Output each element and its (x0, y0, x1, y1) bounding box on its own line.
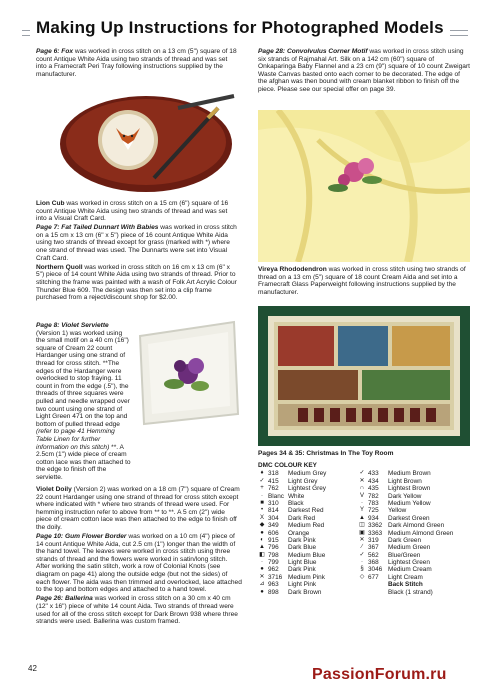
dmc-key-row (258, 552, 358, 559)
back-stitch-value: Black (1 strand) (388, 588, 433, 596)
colour-name: Darkest Red (288, 507, 324, 515)
colour-name: Medium Pink (288, 573, 325, 581)
p8-block (36, 322, 132, 483)
dmc-key-row (358, 493, 470, 500)
dmc-number: 318 (268, 470, 279, 478)
vireya-block (258, 266, 470, 298)
dmc-number: 934 (368, 514, 379, 522)
stitch-symbol: ◧ (259, 551, 265, 558)
stitch-symbol: ◐ (260, 536, 264, 543)
dmc-key-row (358, 507, 470, 514)
dmc-number: 3716 (268, 573, 283, 581)
christmas-caption: Pages 34 & 35: Christmas In The Toy Room (258, 450, 394, 457)
stitch-symbol: ✓ (359, 551, 365, 558)
dmc-number: Blanc (268, 492, 284, 500)
dmc-number: 3363 (368, 529, 383, 537)
p7-lead: Page 7: Fat Tailed Dunnart With Babies (36, 224, 159, 232)
dmc-key-row (358, 515, 470, 522)
dmc-key-row (358, 552, 470, 559)
dmc-number: 304 (268, 514, 279, 522)
fox-tray-photo (58, 84, 238, 196)
dmc-key-row (258, 574, 358, 581)
stitch-symbol: ✕ (359, 477, 365, 484)
dmc-colour-key (258, 462, 470, 596)
dmc-key-row (258, 478, 358, 485)
dmc-key-row (358, 574, 470, 581)
dmc-number: 796 (268, 544, 279, 552)
dmc-key-row (258, 507, 358, 514)
p7-text: was worked in cross stitch on a 15 cm x 13 cm (6" x 5") piece of 16 count Antique White Aida using two strands of thread except for grass (marked with *) where one strand of thread was used. The Dunnarts were set into Visual Craft Card. (36, 224, 237, 262)
afghan-illustration (258, 110, 470, 262)
dmc-key-row (358, 566, 470, 573)
dmc-number: 562 (368, 551, 379, 559)
colour-name: Medium Yellow (388, 499, 431, 507)
violet-serviette-illustration (134, 318, 242, 428)
dmc-number: 898 (268, 588, 279, 596)
dmc-key-row (358, 559, 470, 566)
colour-name: Orange (288, 529, 310, 537)
colour-name: Lightest Brown (388, 485, 431, 493)
dmc-number: 782 (368, 492, 379, 500)
colour-name: Light Brown (388, 477, 422, 485)
stitch-symbol: X (259, 514, 264, 521)
p6-block (36, 48, 238, 80)
stitch-symbol: · (361, 499, 363, 506)
stitch-symbol: ● (260, 529, 264, 536)
watermark-text: PassionForum.ru (312, 666, 447, 683)
dmc-key-row (358, 544, 470, 551)
dmc-number: 310 (268, 499, 279, 507)
stitch-symbol: ◆ (259, 522, 265, 529)
colour-name: Lightest Grey (288, 485, 327, 493)
stitch-symbol: ♦ (260, 470, 264, 477)
stitch-symbol: ∕ (361, 544, 363, 551)
colour-name: Darkest Green (388, 514, 430, 522)
dmc-number: 415 (268, 477, 279, 485)
p6-lead: Page 6: Fox (36, 48, 74, 55)
dmc-number: 433 (368, 470, 379, 478)
dmc-key-left-column (258, 470, 358, 596)
violet-doily-text: (Version 2) was worked on a 18 cm (7") square of Cream 22 count Hardanger using one strand of thread for cross stitch except where indicated with * where two strands of thread were used. For hemming instruction refer to above from ** to **. A 5 cm (2") wide piece of cream cotton lace was then attached to the edge to finish off the doily. (36, 486, 240, 531)
p26-text: was worked in cross stitch on a 30 cm x 40 cm (12" x 16") piece of white 14 count Aida. Two strands of thread were used for all of the cross stitch except for Dark Brown 938 where three strands were used. Ballerina was custom framed. (36, 595, 238, 626)
dmc-key-row (358, 522, 470, 529)
dmc-key-row (258, 470, 358, 477)
stitch-symbol: § (360, 566, 364, 573)
stitch-symbol: ▲ (359, 514, 365, 521)
dmc-number: 606 (268, 529, 279, 537)
dmc-key-row (358, 530, 470, 537)
dmc-number: 725 (368, 507, 379, 515)
stitch-symbol: ■ (260, 499, 264, 506)
stitch-symbol: ✓ (359, 470, 365, 477)
dmc-number: 3362 (368, 522, 383, 530)
colour-name: Light Blue (288, 559, 317, 567)
dmc-key-heading: DMC COLOUR KEY (258, 462, 317, 469)
colour-name: Dark Brown (288, 588, 322, 596)
dmc-key-row (258, 581, 358, 588)
colour-name: Light Grey (288, 477, 318, 485)
colour-name: Lightest Green (388, 559, 430, 567)
stitch-symbol: · (361, 559, 363, 566)
dmc-number: 434 (368, 477, 379, 485)
stitch-symbol: V (359, 492, 364, 499)
stitch-symbol: + (260, 485, 264, 492)
colour-name: Light Pink (288, 581, 317, 589)
p10-lead: Page 10: Gum Flower Border (36, 533, 127, 541)
p28-block (258, 48, 470, 95)
dmc-key-row (358, 470, 470, 477)
colour-name: Black (288, 499, 304, 507)
colour-name: White (288, 492, 305, 500)
dmc-number: 915 (268, 536, 279, 544)
colour-name: Medium Blue (288, 551, 326, 559)
dmc-key-row (358, 485, 470, 492)
dmc-number: 435 (368, 485, 379, 493)
dmc-number: 349 (268, 522, 279, 530)
dmc-key-row (258, 493, 358, 500)
caption-block (258, 450, 470, 459)
left-text-block (36, 200, 238, 303)
stitch-symbol: ∩ (359, 485, 365, 492)
colour-name: Yellow (388, 507, 407, 515)
stitch-symbol: Y (359, 507, 364, 514)
colour-name: Dark Pink (288, 536, 316, 544)
back-stitch-heading: Back Stitch (388, 581, 423, 589)
colour-name: Medium Green (388, 544, 431, 552)
stitch-symbol: ✕ (259, 573, 265, 580)
dmc-key-row (258, 522, 358, 529)
colour-name: Medium Brown (388, 470, 431, 478)
dmc-number: 367 (368, 544, 379, 552)
dmc-number: 783 (368, 499, 379, 507)
violet-serviette-photo (134, 318, 242, 428)
stitch-symbol: ● (260, 566, 264, 573)
colour-name: Medium Almond Green (388, 529, 454, 537)
colour-name: Dark Red (288, 514, 315, 522)
p28-text: was worked in cross stitch using six strands of Rajmahal Art. Silk on a 142 cm (60") square of Onkaparinga Baby Flannel and a 23 cm (9") square of 10 count Zweigart Waste Canvas basted onto each corner to be decorated. The edge of the afghan was then bound with cream blanket ribbon to finish off the piece. Please see our special offer on page 39. (258, 48, 470, 93)
stitch-symbol: ✕ (359, 536, 365, 543)
dmc-key-row (358, 537, 470, 544)
dmc-key-row (358, 500, 470, 507)
page-title-bar (22, 18, 468, 42)
stitch-symbol: ▣ (359, 529, 365, 536)
lion-lead: Lion Cub (36, 200, 65, 207)
colour-name: Medium Red (288, 522, 325, 530)
colour-name: Medium Cream (388, 566, 432, 574)
stitch-symbol: ● (260, 588, 264, 595)
dmc-number: 798 (268, 551, 279, 559)
dmc-key-right-column (358, 470, 470, 596)
p10-text: was worked on a 10 cm (4") piece of 14 count Antique White Aida, cut 2.5 cm (1") longer than the width of the hand towel. The leaves were worked in cross stitch using three strands of thread and the flowers were worked in satin/long stitch. After working the satin stitch, work a row of Colonial Knots (see diagram on page 41) along the outside edge (but not the sides) of each flower. The aida was then trimmed and overlocked, lace attached to the top and bottom edges and attached to a hand towel. (36, 533, 242, 594)
toyroom-illustration (258, 306, 470, 446)
quoll-lead: Northern Quoll (36, 263, 83, 271)
stitch-symbol: • (260, 507, 264, 514)
dmc-number: 962 (268, 566, 279, 574)
colour-name: Blue/Green (388, 551, 421, 559)
page-number: 42 (28, 664, 37, 673)
stitch-symbol: ◇ (359, 573, 365, 580)
colour-name: Dark Green (388, 536, 422, 544)
dmc-key-row (258, 559, 358, 566)
christmas-toyroom-photo (258, 306, 470, 446)
quoll-text: was worked in cross stitch on 16 cm x 13 cm (6" x 5") piece of 14 count White Aida using two strands of thread. Prior to stitching the frame was painted with a wash of Folk Art Acrylic Colour Thunder Blue 609. The design was then set into a clip frame purchased from a reject/discount shop for $2.00. (36, 263, 237, 302)
vireya-lead: Vireya Rhododendron (258, 266, 327, 273)
dmc-number: 963 (268, 581, 279, 589)
stitch-symbol: ◫ (359, 522, 365, 529)
dmc-number: 677 (368, 573, 379, 581)
dmc-key-row (358, 478, 470, 485)
dmc-key-row (258, 515, 358, 522)
p8-italic: (refer to page 41 Hemming Table Linen for further information on this stitch) (36, 428, 115, 451)
colour-name: Dark Yellow (388, 492, 422, 500)
colour-name: Medium Grey (288, 470, 327, 478)
colour-name: Dark Almond Green (388, 522, 445, 530)
p28-lead: Page 28: Convolvulus Corner Motif (258, 48, 368, 55)
stitch-symbol: ⊿ (259, 581, 265, 588)
dmc-key-row (258, 589, 358, 596)
stitch-symbol: · (261, 492, 263, 499)
yellow-afghan-photo (258, 110, 470, 262)
dmc-key-row (258, 566, 358, 573)
colour-name: Light Cream (388, 573, 423, 581)
dmc-number: 799 (268, 559, 279, 567)
dmc-number: 368 (368, 559, 379, 567)
p8-tail: **. A 2.5cm (1") wide piece of cream cotton lace was then attached to the edge to finish off the serviette. (36, 443, 131, 481)
vireya-text: was worked in cross stitch using two strands of thread on a 13 cm (5") square of 18 count Cream Aida and set into a Framecraft Glass Paperweight following instructions supplied by the manufacturer. (258, 266, 466, 296)
fox-tray-illustration (58, 84, 238, 196)
dmc-key-row (258, 530, 358, 537)
colour-name: Dark Pink (288, 566, 316, 574)
stitch-symbol: ✓ (259, 477, 265, 484)
lion-text: was worked in cross stitch on a 15 cm (6") square of 16 count Antique White Aida using two strands of thread and was set into a Visual Craft Card. (36, 200, 229, 223)
stitch-symbol: ▲ (259, 544, 265, 551)
dmc-key-row (258, 485, 358, 492)
stitch-symbol: · (261, 559, 263, 566)
page-title: Making Up Instructions for Photographed Models (30, 18, 450, 38)
p26-lead: Page 26: Ballerina (36, 595, 93, 603)
dmc-key-row (258, 537, 358, 544)
dmc-number: 762 (268, 485, 279, 493)
dmc-key-row (258, 544, 358, 551)
dmc-number: 814 (268, 507, 279, 515)
left-bottom-block (36, 486, 242, 627)
violet-doily-lead: Violet Doily (36, 486, 72, 493)
dmc-number: 319 (368, 536, 379, 544)
p8-lead: Page 8: Violet Serviette (36, 322, 109, 329)
dmc-number: 3046 (368, 566, 383, 574)
colour-name: Dark Blue (288, 544, 317, 552)
p6-text: was worked in cross stitch on a 13 cm (5") square of 18 count Antique White Aida using two strands of thread and was set into a Framecraft Peri Tray following instructions supplied by the manufacturer. (36, 48, 237, 78)
dmc-key-row (258, 500, 358, 507)
p8-text: (Version 1) was worked using the small motif on a 40 cm (16") square of Cream 22 count Hardanger using one strand of thread for cross stitch. **The edges of the Hardanger were overlocked to stop fraying. 11 count in from the edge (.5"), the threads of three squares were pulled and needle wrapped over two count using one strand of Light Green 471 on the top and bottom of pulled thread edge (36, 329, 130, 428)
